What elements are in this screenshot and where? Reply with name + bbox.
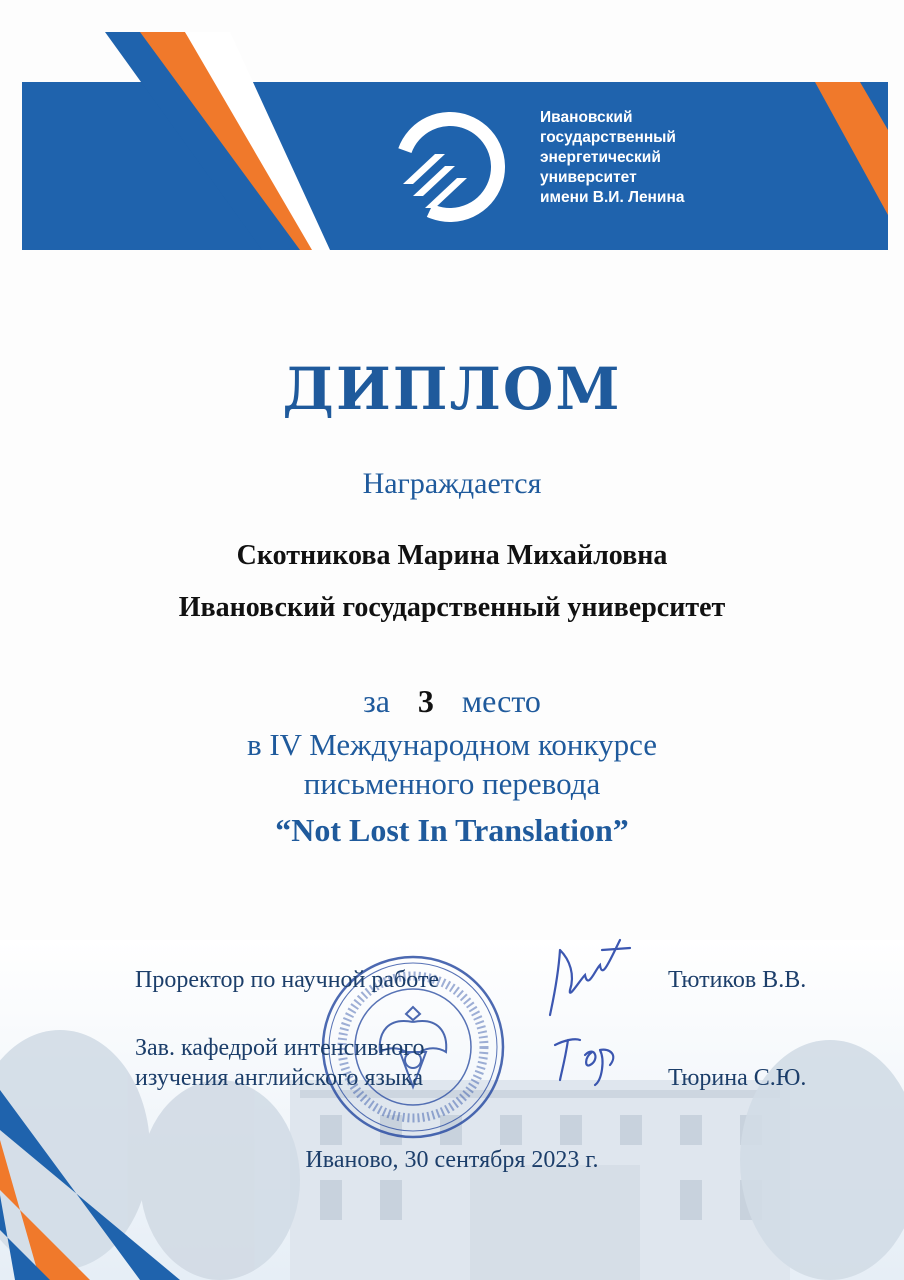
recipient-organization: Ивановский государственный университет [178, 592, 726, 623]
university-name-line: Ивановский [540, 109, 633, 126]
recipient-name: Скотникова Марина Михайловна [236, 540, 668, 571]
university-name-line: энергетический [540, 149, 661, 166]
place-prefix: за [363, 683, 390, 719]
signature-icon [540, 920, 640, 1090]
issue-date: Иваново, 30 сентября 2023 г. [305, 1147, 599, 1173]
signer-2-name: Тюрина С.Ю. [668, 1065, 807, 1091]
university-name-line: университет [540, 169, 637, 186]
signer-1-role: Проректор по научной работе [135, 967, 440, 993]
place-number: 3 [417, 683, 434, 719]
competition-line-1: в IV Международном конкурсе [246, 727, 658, 762]
diploma-title: ДИПЛОМ [282, 355, 622, 423]
place-suffix: место [461, 683, 541, 719]
signer-2-role-line-2: изучения английского языка [135, 1065, 423, 1091]
university-name [540, 108, 820, 208]
university-name-line: имени В.И. Ленина [540, 189, 685, 206]
place-line [0, 683, 904, 720]
competition-line-2: письменного перевода [303, 766, 601, 801]
signer-1-name: Тютиков В.В. [668, 967, 807, 993]
signer-2-role-line-1: Зав. кафедрой интенсивного [135, 1035, 425, 1061]
awarded-label: Награждается [362, 467, 542, 500]
competition-name: “Not Lost In Translation” [275, 812, 629, 848]
university-name-line: государственный [540, 129, 676, 146]
university-logo-icon [395, 112, 505, 222]
